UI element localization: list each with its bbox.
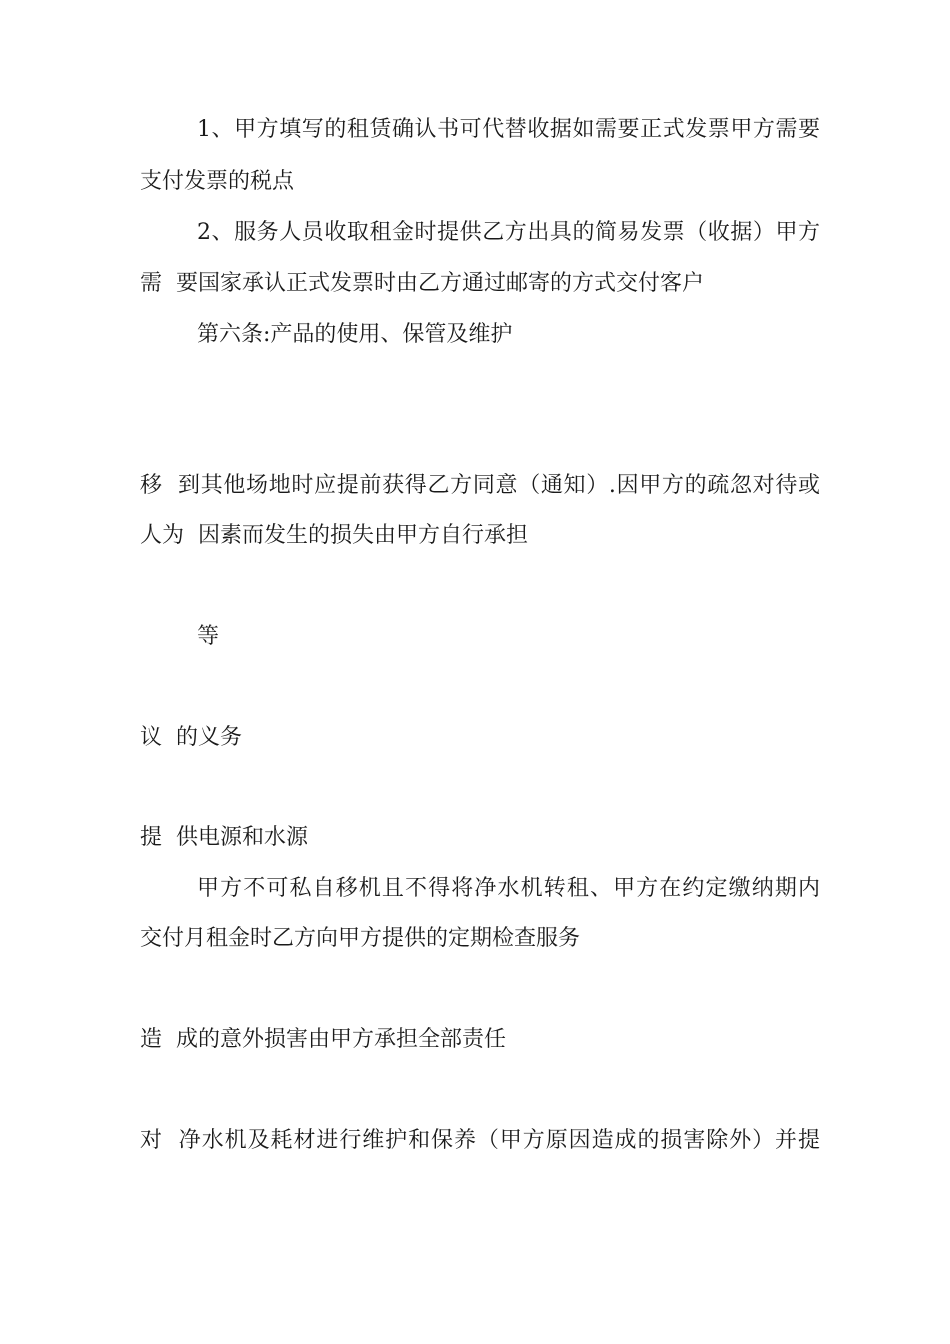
paragraph-line: 移 到其他场地时应提前获得乙方同意（通知）.因甲方的疏忽对待或	[140, 473, 820, 498]
list-item	[197, 567, 820, 607]
paragraph-line: 议 的义务	[140, 725, 242, 750]
list-item	[197, 668, 820, 708]
paragraph-line: 1、甲方填写的租赁确认书可代替收据如需要正式发票甲方需要	[197, 117, 820, 142]
paragraph-line: 支付发票的税点	[140, 169, 295, 194]
paragraph-line: 造 成的意外损害由甲方承担全部责任	[140, 1027, 506, 1052]
list-item	[197, 366, 820, 406]
paragraph-line: 2、服务人员收取租金时提供乙方出具的简易发票（收据）甲方	[197, 220, 820, 245]
list-item	[197, 416, 820, 456]
list-item	[197, 970, 820, 1010]
paragraph-line: 人为 因素而发生的损失由甲方自行承担	[140, 523, 528, 548]
paragraph-line: 交付月租金时乙方向甲方提供的定期检查服务	[140, 926, 581, 951]
list-item	[197, 1071, 820, 1111]
section-heading: 第六条:产品的使用、保管及维护	[197, 322, 513, 347]
paragraph-line: 甲方不可私自移机且不得将净水机转租、甲方在约定缴纳期内	[197, 876, 820, 901]
paragraph-line: 对 净水机及耗材进行维护和保养（甲方原因造成的损害除外）并提	[140, 1128, 820, 1153]
paragraph-line: 需 要国家承认正式发票时由乙方通过邮寄的方式交付客户	[140, 271, 704, 296]
paragraph-line: 提 供电源和水源	[140, 825, 308, 850]
paragraph-line: 等	[197, 624, 220, 649]
list-item	[197, 768, 820, 808]
